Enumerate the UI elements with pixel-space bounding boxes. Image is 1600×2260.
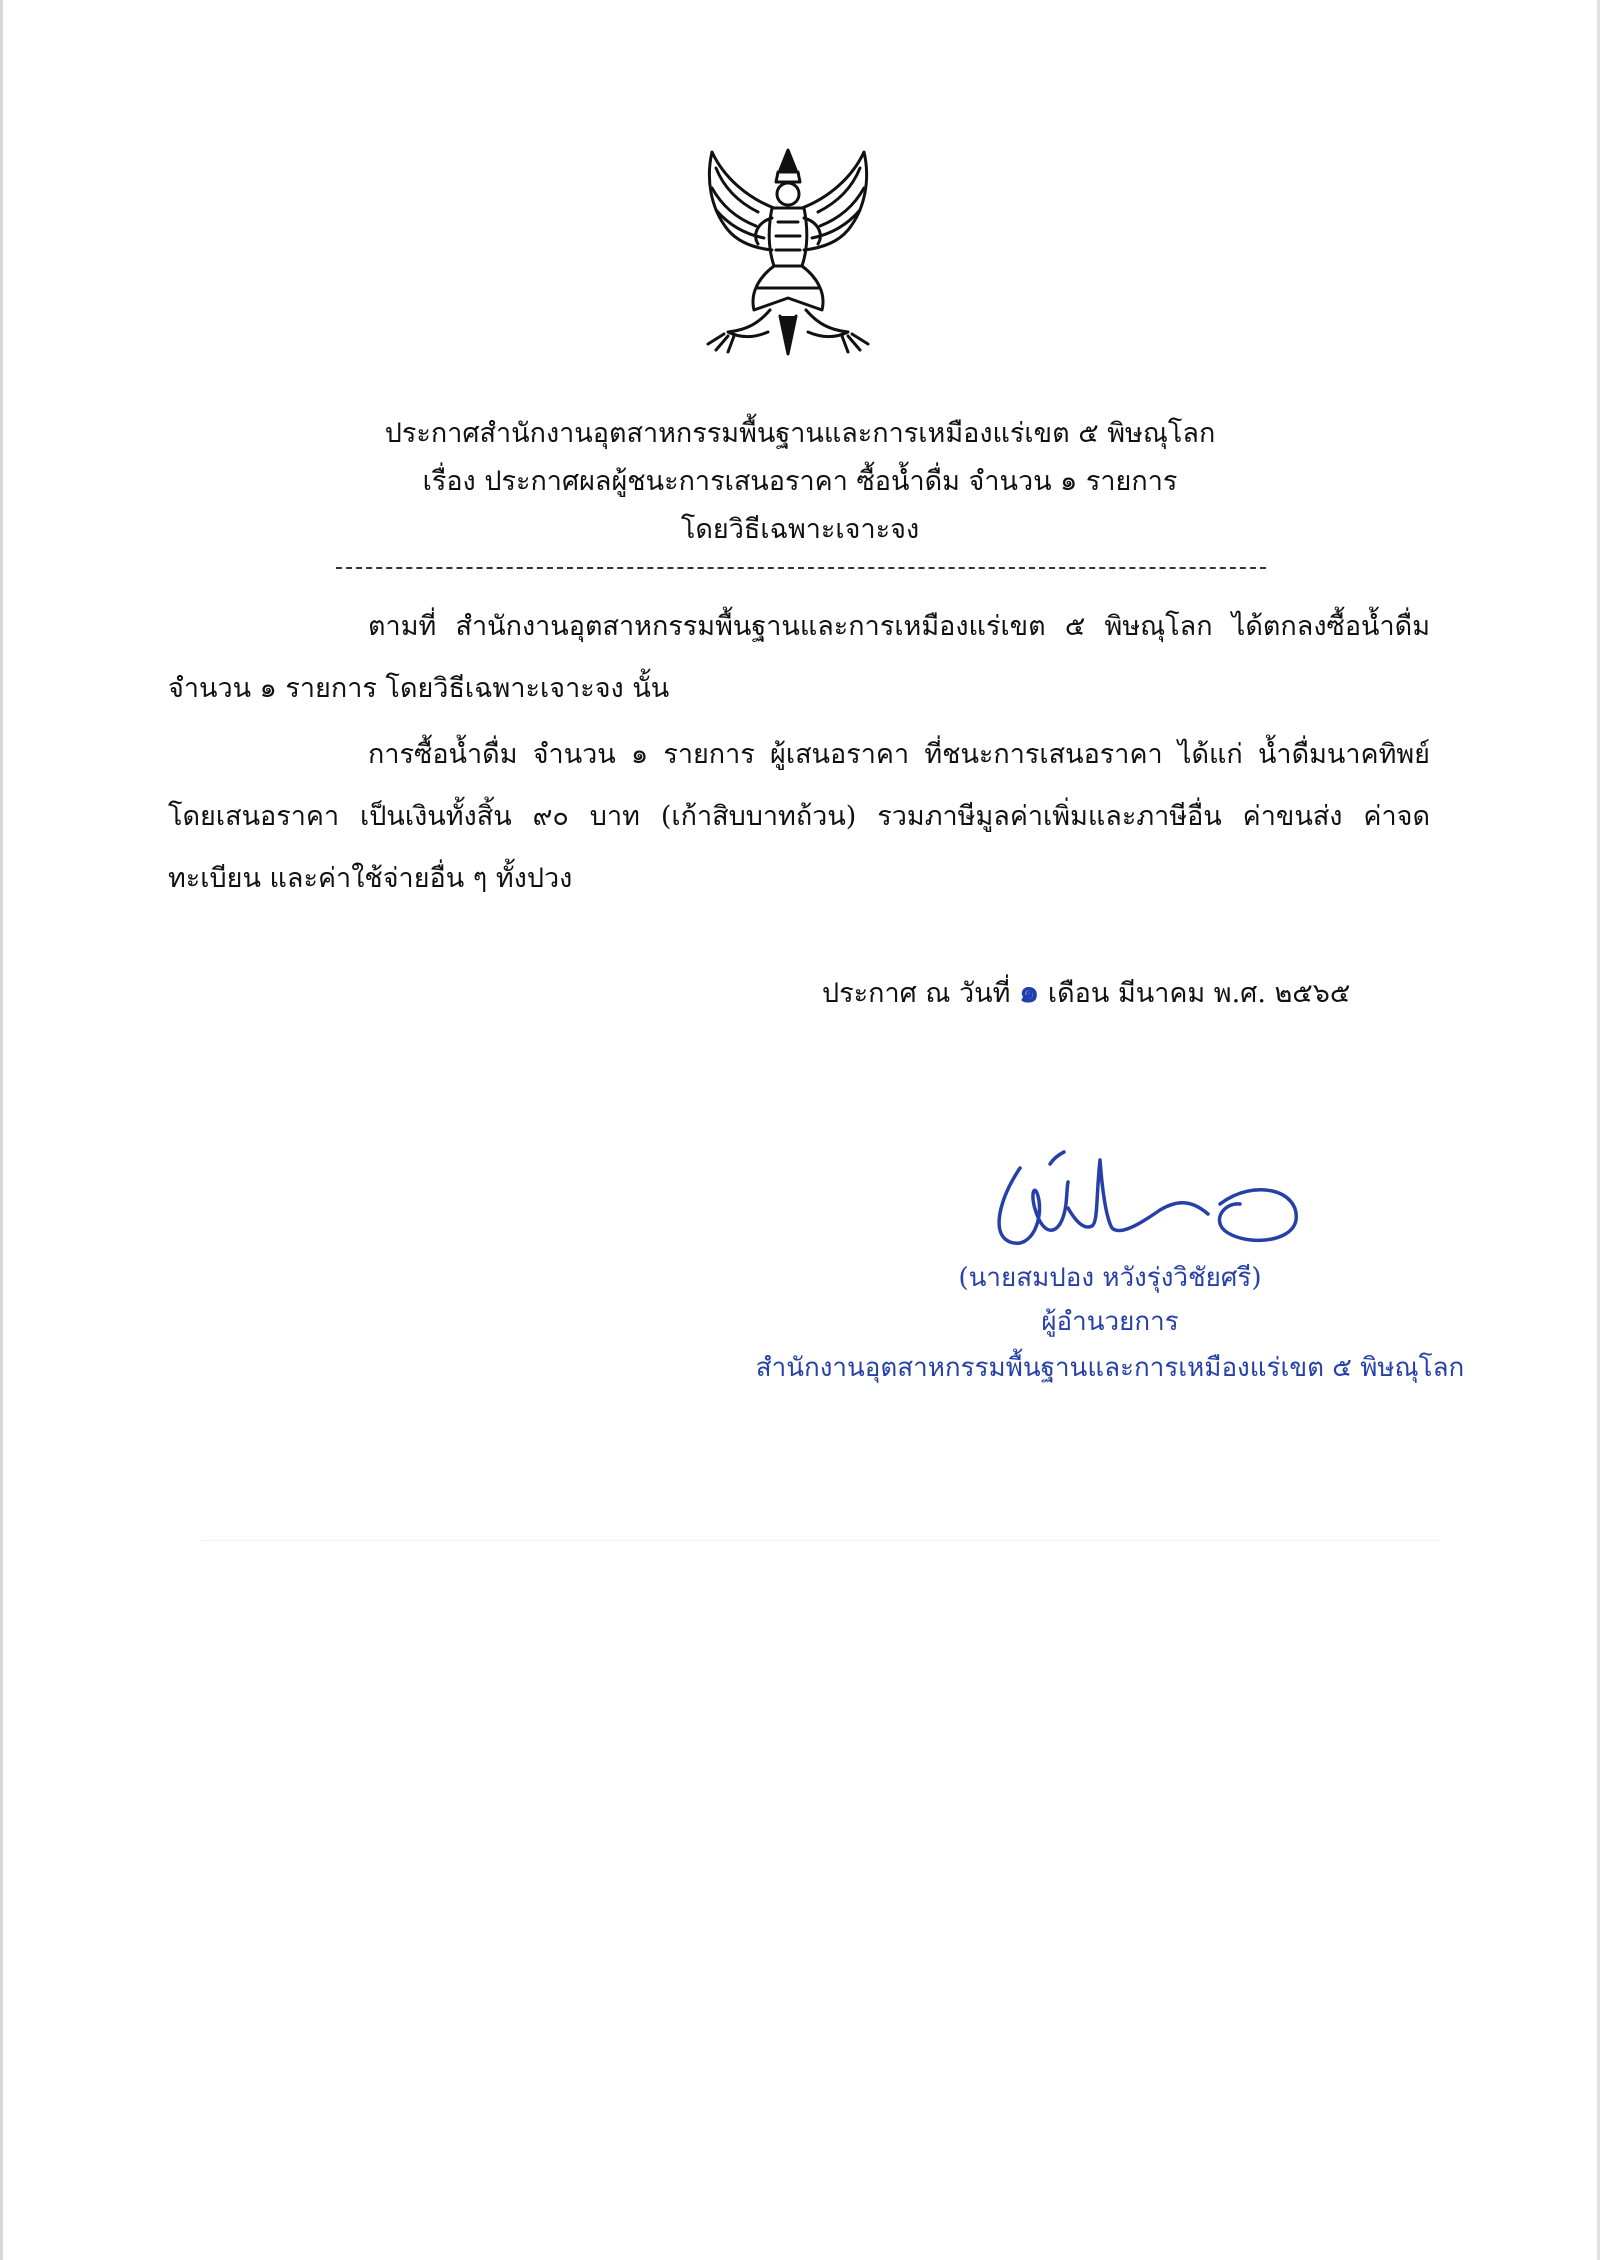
procurement-method: โดยวิธีเฉพาะเจาะจง [680, 514, 920, 545]
signatory-position: ผู้อำนวยการ [1041, 1307, 1179, 1337]
dashed-divider [336, 567, 1266, 569]
handwritten-signature-icon [980, 1138, 1310, 1278]
body-paragraph-1: ตามที่ สำนักงานอุตสาหกรรมพื้นฐานและการเหมืองแร่เขต ๕ พิษณุโลก ได้ตกลงซื้อน้ำดื่ม จำนวน ๑ รายการ โดยวิธีเฉพาะเจาะจง นั้น [168, 611, 1430, 704]
scan-edge-left [0, 0, 3, 2260]
signatory-office: สำนักงานอุตสาหกรรมพื้นฐานและการเหมืองแร่เขต ๕ พิษณุโลก [755, 1353, 1465, 1383]
date-day: ๑ [1019, 972, 1040, 1010]
scan-artifact-line [200, 1540, 1440, 1541]
announcement-title: ประกาศสำนักงานอุตสาหกรรมพื้นฐานและการเหมืองแร่เขต ๕ พิษณุโลก [384, 418, 1216, 449]
date-suffix: เดือน มีนาคม พ.ศ. ๒๕๖๕ [1047, 978, 1351, 1009]
garuda-emblem-icon [688, 138, 888, 368]
announcement-date [822, 966, 1382, 1019]
date-prefix: ประกาศ ณ วันที่ [822, 978, 1011, 1009]
announcement-subject: เรื่อง ประกาศผลผู้ชนะการเสนอราคา ซื้อน้ำดื่ม จำนวน ๑ รายการ [422, 466, 1178, 497]
body-paragraph-2: การซื้อน้ำดื่ม จำนวน ๑ รายการ ผู้เสนอราคา ที่ชนะการเสนอราคา ได้แก่ น้ำดื่มนาคทิพย์ โดยเสนอราคา เป็นเงินทั้งสิ้น ๙๐ บาท (เก้าสิบบาทถ้วน) รวมภาษีมูลค่าเพิ่มและภาษีอื่น ค่าขนส่ง ค่าจดทะเบียน และค่าใช้จ่ายอื่น ๆ ทั้งปวง [168, 739, 1430, 894]
signatory-name: (นายสมปอง หวังรุ่งวิชัยศรี) [958, 1263, 1262, 1293]
